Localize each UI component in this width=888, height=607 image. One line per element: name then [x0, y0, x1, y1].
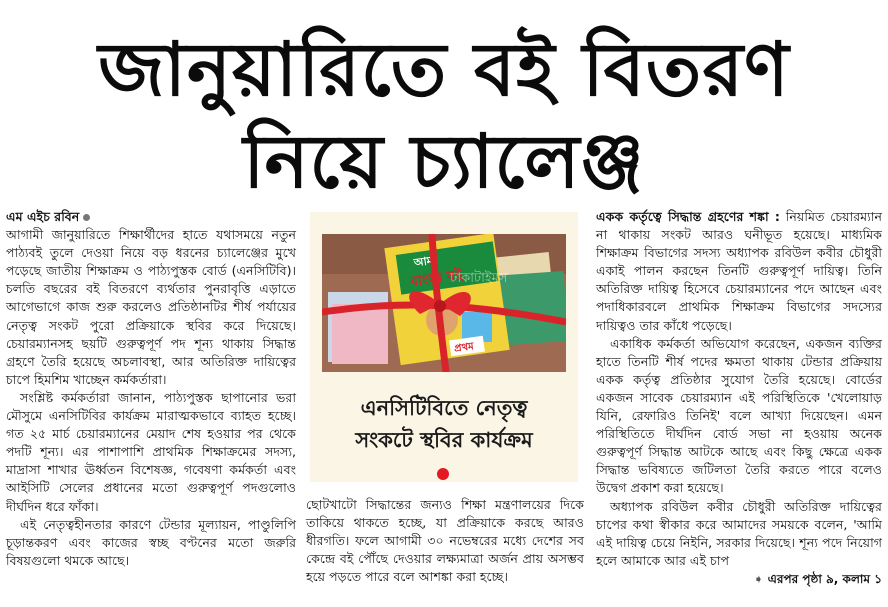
photo-watermark: ঢাকাটাইমস	[450, 271, 508, 286]
middle-paragraph-1: ছোটখাটো সিদ্ধান্তের জন্যও শিক্ষা মন্ত্রণালয়ের দিকে তাকিয়ে থাকতে হচ্ছে, যা প্রক্রিয়াকে করছে আরও ধীরগতি। ফলে আগামী ৩০ নভেম্বরের মধ্যে দেশের সব কেন্দ্রে বই পৌঁছে দেওয়ার লক্ষ্যমাত্রা অর্জন প্রায় অসম্ভব হয়ে পড়তে পারে বলে আশঙ্কা করা হচ্ছে।	[306, 497, 584, 585]
middle-column	[306, 496, 584, 586]
book-badge: প্রথম	[453, 341, 475, 355]
continued-on-page[interactable]	[596, 570, 882, 588]
feature-box	[310, 212, 578, 482]
arrow-right-icon: ➧	[753, 571, 768, 586]
feature-title	[310, 392, 578, 456]
left-paragraph-1: আগামী জানুয়ারিতে শিক্ষার্থীদের হাতে যথাসময়ে নতুন পাঠ্যবই তুলে দেওয়া নিয়ে বড় ধরনের চ্যালেঞ্জের মুখে পড়েছে জাতীয় শিক্ষাক্রম ও পাঠ্যপুস্তক বোর্ড (এনসিটিবি)। চলতি বছরের বই বিতরণে ব্যর্থতার পুনরাবৃত্তি এড়াতে আগেভাগে কাজ শুরু করলেও প্রতিষ্ঠানটির শীর্ষ পর্যায়ের নেতৃত্ব সংকট পুরো প্রক্রিয়াকে স্থবির করে দিয়েছে। চেয়ারম্যানসহ ছয়টি গুরুত্বপূর্ণ পদ শূন্য থাকায় সিদ্ধান্ত গ্রহণে তৈরি হয়েছে অচলাবস্থা, আর অতিরিক্ত দায়িত্বের চাপে হিমশিম খাচ্ছেন কর্মকর্তারা।	[6, 227, 296, 387]
red-dot-icon	[437, 468, 449, 480]
right-column	[596, 208, 882, 588]
byline-author: এম এইচ রবিন	[6, 209, 80, 224]
byline-dot-icon	[83, 214, 90, 221]
left-column	[6, 208, 296, 570]
book-label-top: আমা	[413, 253, 437, 270]
right-paragraph-3: অধ্যাপক রবিউল কবীর চৌধুরী অতিরিক্ত দায়িত্বের চাপের কথা স্বীকার করে আমাদের সময়কে বলেন, 'আমি এই দায়িত্ব চেয়ে নিইনি, সরকার দিয়েছে। শূন্য পদে নিয়োগ হলে আমাকে আর এই চাপ	[596, 498, 882, 568]
feature-title-line-2: সংকটে স্থবির কার্যক্রম	[355, 428, 533, 452]
textbooks-illustration	[322, 234, 566, 372]
textbooks-photo	[322, 234, 566, 372]
byline	[6, 208, 296, 226]
right-paragraph-1	[596, 208, 882, 335]
continued-label: এরপর পৃষ্ঠা ৯, কলাম ১	[767, 571, 882, 586]
left-paragraph-3: এই নেতৃত্বহীনতার কারণে টেন্ডার মূল্যায়ন, পাণ্ডুলিপি চূড়ান্তকরণ এবং কাজের স্বচ্ছ বণ্টনের মতো জরুরি বিষয়গুলো থমকে আছে।	[6, 516, 296, 568]
headline-line-1: জানুয়ারিতে বই বিতরণ	[98, 27, 790, 113]
left-paragraph-2: সংশ্লিষ্ট কর্মকর্তারা জানান, পাঠ্যপুস্তক ছাপানোর ভরা মৌসুমে এনসিটিবির কার্যক্রম মারাত্মকভাবে ব্যাহত হচ্ছে। গত ২৫ মার্চ চেয়ারম্যানের মেয়াদ শেষ হওয়ার পর থেকে পদটি শূন্য। এর পাশাপাশি প্রাথমিক শিক্ষাক্রমের সদস্য, মাদ্রাসা শাখার ঊর্ধ্বতন বিশেষজ্ঞ, গবেষণা কর্মকর্তা এবং আইসিটি সেলের প্রধানের মতো গুরুত্বপূর্ণ পদগুলোও দীর্ঘদিন ধরে ফাঁকা।	[6, 389, 296, 514]
right-paragraph-1-text: নিয়মিত চেয়ারম্যান না থাকায় সংকট আরও ঘনীভূত হয়েছে। মাধ্যমিক শিক্ষাক্রম বিভাগের সদস্য অধ্যাপক রবিউল কবীর চৌধুরী একাই পালন করছেন তিনটি গুরুত্বপূর্ণ দায়িত্ব। তিনি অতিরিক্ত দায়িত্ব হিসেবে চেয়ারম্যানের পদে আছেন এবং পদাধিকারবলে প্রাথমিক শিক্ষাক্রম বিভাগের সদস্যের দায়িত্বও তার কাঁধে পড়েছে।	[596, 209, 882, 333]
headline-line-2: নিয়ে চ্যালেঞ্জ	[243, 119, 645, 205]
feature-title-line-1: এনসিটিবিতে নেতৃত্ব	[360, 396, 528, 420]
right-subhead: একক কর্তৃত্বে সিদ্ধান্ত গ্রহণের শঙ্কা :	[596, 209, 780, 224]
right-paragraph-2: একাধিক কর্মকর্তা অভিযোগ করেছেন, একজন ব্যক্তির হাতে তিনটি শীর্ষ পদের ক্ষমতা থাকায় টেন্ডার প্রক্রিয়ায় একক কর্তৃত্ব প্রতিষ্ঠার সুযোগ তৈরি হয়েছে। বোর্ডের একজন সাবেক চেয়ারম্যান এই পরিস্থিতিকে 'খেলোয়াড় যিনি, রেফারিও তিনিই' বলে আখ্যা দিয়েছেন। এমন পরিস্থিতিতে দীর্ঘদিন বোর্ড সভা না হওয়ায় অনেক গুরুত্বপূর্ণ সিদ্ধান্ত আটকে আছে এবং কিছু ক্ষেত্রে একক সিদ্ধান্ত ভবিষ্যতে জটিলতা তৈরি করতে পারে বলেও উদ্বেগ প্রকাশ করা হয়েছে।	[596, 335, 882, 496]
book-label-main: বাংলা বই	[409, 267, 464, 291]
